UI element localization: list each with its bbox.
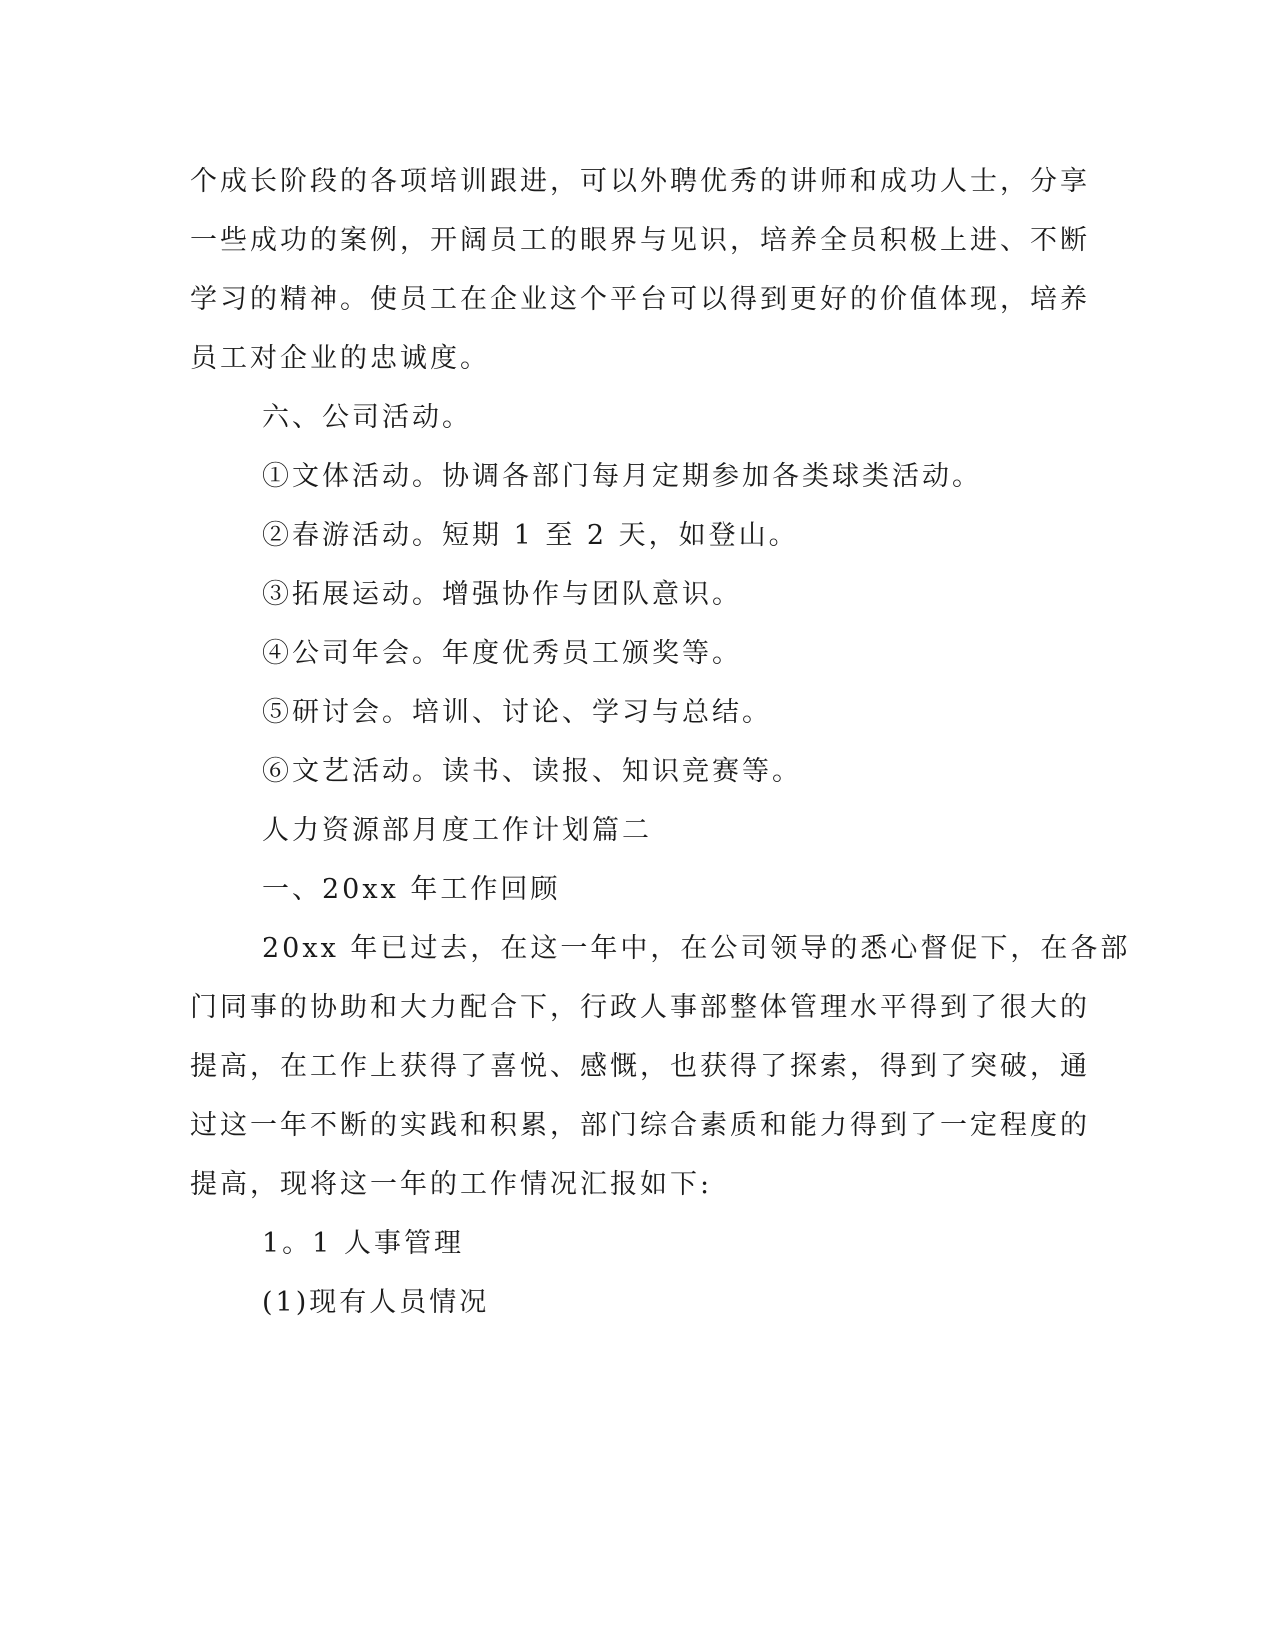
section-heading: 六、公司活动。 (262, 402, 472, 433)
paragraph-line: 学习的精神。使员工在企业这个平台可以得到更好的价值体现，培养 (190, 284, 1090, 315)
activity-item: ①文体活动。协调各部门每月定期参加各类球类活动。 (262, 461, 982, 492)
section-heading: 一、20xx 年工作回顾 (262, 874, 561, 905)
paragraph-line: 一些成功的案例，开阔员工的眼界与见识，培养全员积极上进、不断 (190, 225, 1090, 256)
activity-item: ⑥文艺活动。读书、读报、知识竞赛等。 (262, 756, 802, 787)
paragraph-line: 过这一年不断的实践和积累，部门综合素质和能力得到了一定程度的 (190, 1110, 1090, 1141)
activity-item: ②春游活动。短期 1 至 2 天，如登山。 (262, 520, 799, 551)
paragraph-line: 个成长阶段的各项培训跟进，可以外聘优秀的讲师和成功人士，分享 (190, 166, 1090, 197)
paragraph-line: 20xx 年已过去，在这一年中，在公司领导的悉心督促下，在各部 (262, 933, 1131, 964)
subheading: 1。1 人事管理 (262, 1228, 464, 1259)
activity-item: ⑤研讨会。培训、讨论、学习与总结。 (262, 697, 772, 728)
activity-item: ④公司年会。年度优秀员工颁奖等。 (262, 638, 742, 669)
subheading: (1)现有人员情况 (262, 1287, 490, 1318)
paragraph-line: 门同事的协助和大力配合下，行政人事部整体管理水平得到了很大的 (190, 992, 1090, 1023)
activity-item: ③拓展运动。增强协作与团队意识。 (262, 579, 742, 610)
paragraph-line: 提高，现将这一年的工作情况汇报如下: (190, 1169, 713, 1200)
paragraph-line: 员工对企业的忠诚度。 (190, 343, 490, 374)
article-title: 人力资源部月度工作计划篇二 (262, 815, 652, 846)
paragraph-line: 提高，在工作上获得了喜悦、感慨，也获得了探索，得到了突破，通 (190, 1051, 1090, 1082)
